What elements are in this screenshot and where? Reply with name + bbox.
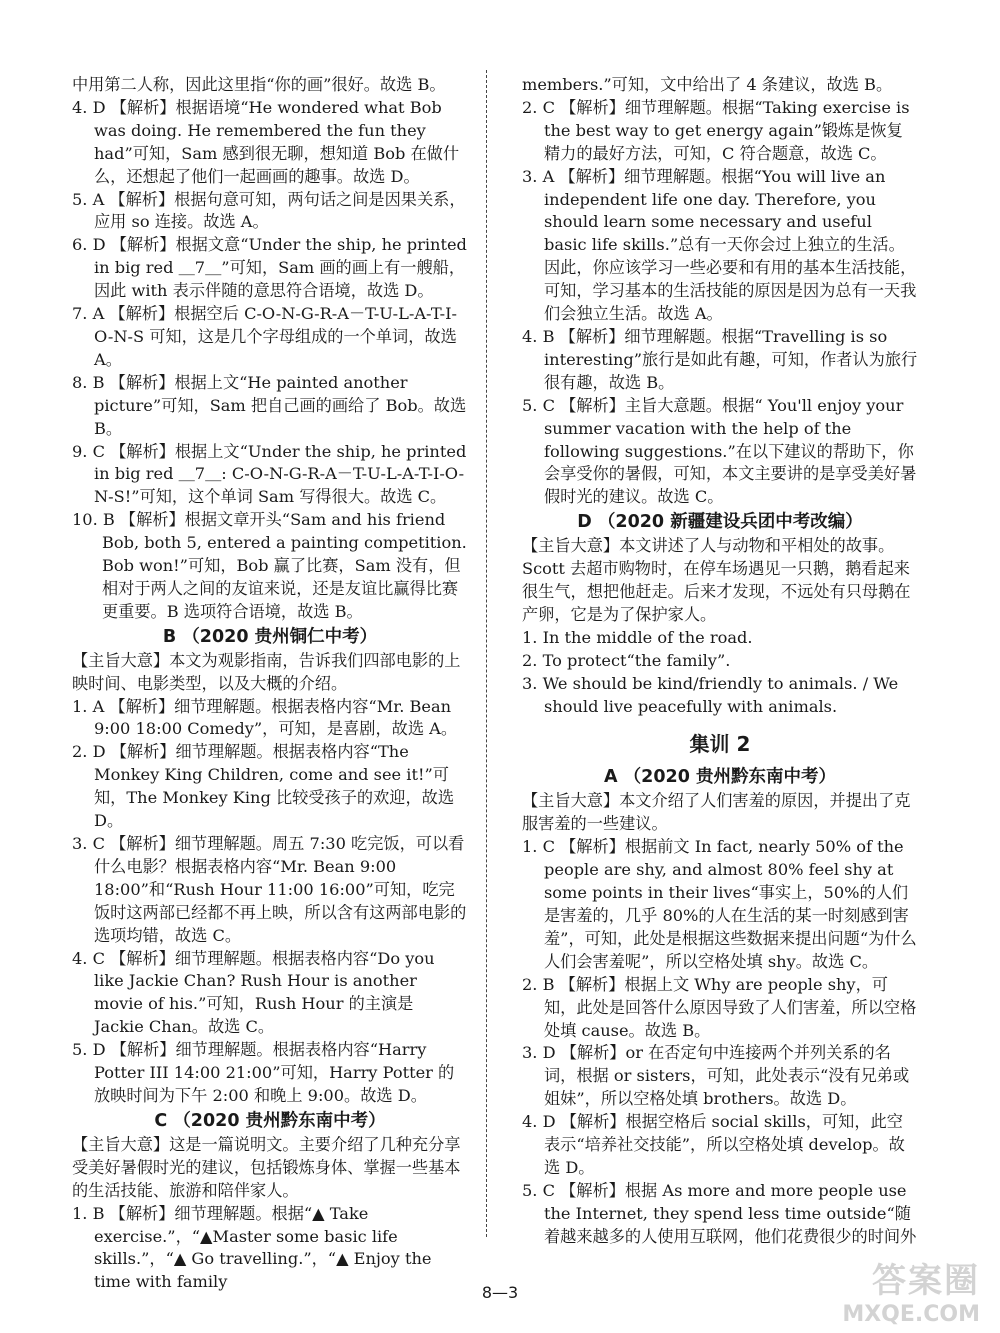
answer-item: 1. A 【解析】细节理解题。根据表格内容“Mr. Bean 9:00 18:00 Comedy”，可知，是喜剧，故选 A。	[72, 696, 458, 739]
section-heading: A （2020 贵州黔东南中考）	[604, 767, 836, 788]
paragraph: 【主旨大意】本文为观影指南，告诉我们四部电影的上映时间、电影类型，以及大概的介绍。	[72, 650, 461, 693]
answer-item: 5. C 【解析】根据 As more and more people use the Internet, they spend less time outside“随着越来越多的人使用互联网，他们花费很少的时间外	[522, 1180, 917, 1246]
section-heading: B （2020 贵州铜仁中考）	[162, 626, 378, 647]
answer-item: 1. In the middle of the road.	[522, 627, 753, 647]
chapter-heading: 集训 2	[689, 732, 751, 757]
answer-item: 1. B 【解析】细节理解题。根据“▲ Take exercise.”，“▲Master some basic life skills.”，“▲ Go travelling.”，“▲ Enjoy the time with family	[72, 1203, 432, 1292]
answer-item: 8. B 【解析】根据上文“He painted another picture”可知，Sam 把自己画的画给了 Bob。故选 B。	[72, 372, 467, 438]
paragraph: 【主旨大意】本文讲述了人与动物和平相处的故事。Scott 去超市购物时，在停车场遇见一只鹅，鹅看起来很生气，想把他赶走。后来才发现，不远处有只母鹅在产卵，它是为了保护家人。	[522, 536, 911, 624]
answer-item: 5. A 【解析】根据句意可知，两句话之间是因果关系，应用 so 连接。故选 A。	[72, 189, 466, 232]
answer-item: 5. C 【解析】主旨大意题。根据“ You'll enjoy your summer vacation with the help of the following suggestions.”在以下建议的帮助下，你会享受你的暑假，可知，本文主要讲的是享受美好暑假时光的建议。故选 C。	[522, 395, 917, 507]
answer-item: 4. C 【解析】细节理解题。根据表格内容“Do you like Jackie Chan? Rush Hour is another movie of his.”可知，Rush Hour 的主演是 Jackie Chan。故选 C。	[72, 948, 435, 1037]
answer-item: 9. C 【解析】根据上文“Under the ship, he printed in big red ＿7＿: C-O-N-G-R-A－T-U-L-A-T-I-O-N-S!”可知，这个单词 Sam 写得很大。故选 C。	[72, 441, 467, 507]
answer-item: 1. C 【解析】根据前文 In fact, nearly 50% of the people are shy, and almost 80% feel shy at some points in their lives“事实上，50%的人们是害羞的，几乎 80%的人在生活的某一时刻感到害羞”，可知，此处是根据这些数据来提出问题“为什么人们会害羞呢”，所以空格处填 shy。故选 C。	[522, 837, 917, 971]
answer-item: 2. To protect“the family”.	[522, 650, 731, 670]
page-number: 8—3	[481, 1283, 519, 1302]
answer-item: 2. C 【解析】细节理解题。根据“Taking exercise is the best way to get energy again”锻炼是恢复精力的最好方法，可知，C 符合题意，故选 C。	[522, 97, 910, 163]
answer-item: 3. C 【解析】细节理解题。周五 7:30 吃完饭，可以看什么电影？根据表格内容“Mr. Bean 9:00 18:00”和“Rush Hour 11:00 16:00”可知，吃完饭时这两部已经都不再上映，所以含有这两部电影的选项均错，故选 C。	[72, 834, 467, 945]
answer-item: 10. B 【解析】根据文章开头“Sam and his friend Bob, both 5, entered a painting competition. Bob won!”可知，Bob 赢了比赛，Sam 没有，但相对于两人之间的友谊来说，还是友谊比赢得比赛更重要。B 选项符合语境，故选 B。	[72, 510, 467, 621]
right-column	[522, 74, 918, 1249]
paragraph: 【主旨大意】本文介绍了人们害羞的原因，并提出了克服害羞的一些建议。	[522, 791, 911, 834]
paragraph: members.”可知，文中给出了 4 条建议，故选 B。	[522, 75, 893, 94]
section-heading: C （2020 贵州黔东南中考）	[154, 1110, 386, 1131]
paragraph: 中用第二人称，因此这里指“你的画”很好。故选 B。	[72, 75, 446, 94]
answer-item: 4. D 【解析】根据语境“He wondered what Bob was doing. He remembered the fun they had”可知，Sam 感到很无聊，想知道 Bob 在做什么，还想起了他们一起画画的趣事。故选 D。	[72, 97, 460, 186]
column-divider	[486, 70, 487, 1237]
answer-item: 3. A 【解析】细节理解题。根据“You will live an independent life one day. Therefore, you should learn some necessary and useful basic life skills.”总有一天你会过上独立的生活。因此，你应该学习一些必要和有用的基本生活技能，可知，学习基本的生活技能的原因是因为总有一天我们会独立生活。故选 A。	[522, 166, 917, 324]
answer-item: 4. D 【解析】根据空格后 social skills，可知，此空表示“培养社交技能”，所以空格处填 develop。故选 D。	[522, 1112, 905, 1177]
answer-item: 7. A 【解析】根据空后 C-O-N-G-R-A－T-U-L-A-T-I-O-N-S 可知，这是几个字母组成的一个单词，故选 A。	[72, 304, 457, 369]
section-heading: D （2020 新疆建设兵团中考改编）	[577, 512, 863, 533]
answer-item: 2. D 【解析】细节理解题。根据表格内容“The Monkey King Children, come and see it!”可知，The Monkey King 比较受孩子的欢迎，故选 D。	[72, 742, 455, 831]
answer-item: 3. We should be kind/friendly to animals. / We should live peacefully with animals.	[522, 673, 899, 716]
answer-item: 3. D 【解析】or 在否定句中连接两个并列关系的名词，根据 or sisters，可知，此处表示“没有兄弟或姐妹”，所以空格处填 brothers。故选 D。	[522, 1043, 910, 1109]
watermark-main: 答案圈	[872, 1261, 980, 1301]
left-column	[72, 74, 468, 1294]
answer-item: 2. B 【解析】根据上文 Why are people shy，可知，此处是回答什么原因导致了人们害羞，所以空格处填 cause。故选 B。	[522, 974, 917, 1040]
watermark-sub: MXQE.COM	[842, 1302, 980, 1327]
watermark-logo	[842, 1253, 980, 1327]
answer-item: 5. D 【解析】细节理解题。根据表格内容“Harry Potter III 14:00 21:00”可知，Harry Potter 的放映时间为下午 2:00 和晚上 9:00。故选 D。	[72, 1040, 455, 1105]
paragraph: 【主旨大意】这是一篇说明文。主要介绍了几种充分享受美好暑假时光的建议，包括锻炼身体、掌握一些基本的生活技能、旅游和陪伴家人。	[72, 1134, 461, 1200]
answer-item: 4. B 【解析】细节理解题。根据“Travelling is so interesting”旅行是如此有趣，可知，作者认为旅行很有趣，故选 B。	[522, 326, 918, 392]
answer-item: 6. D 【解析】根据文意“Under the ship, he printed in big red ＿7＿”可知，Sam 画的画上有一艘船，因此 with 表示伴随的意思符合语境，故选 D。	[72, 235, 467, 301]
